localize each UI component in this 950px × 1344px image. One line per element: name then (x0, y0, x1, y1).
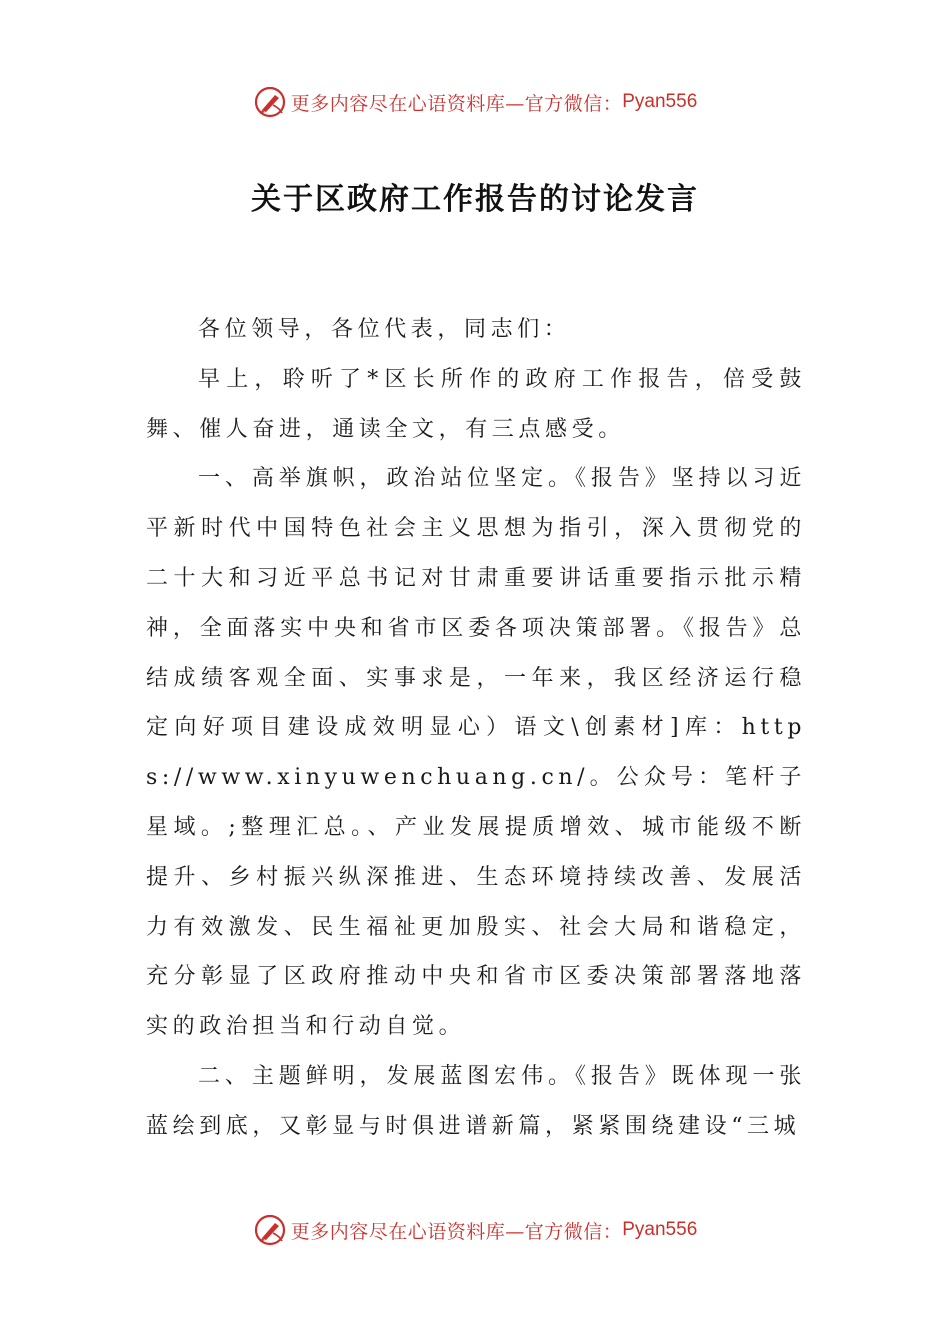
paragraph-point-two: 二、主题鲜明，发展蓝图宏伟。《报告》既体现一张蓝绘到底，又彰显与时俱进谱新篇，紧紧围绕建设“三城 (146, 1063, 806, 1139)
banner-text: 更多内容尽在心语资料库—官方微信： (290, 92, 623, 115)
banner-wechat-id: Pyan556 (622, 1219, 698, 1240)
banner-text: 更多内容尽在心语资料库—官方微信： (290, 1220, 623, 1243)
document-title: 关于区政府工作报告的讨论发言 (251, 182, 699, 217)
paragraph-point-one: 一、高举旗帜，政治站位坚定。《报告》坚持以习近平新时代中国特色社会主义思想为指引，深入贯彻党的二十大和习近平总书记对甘肃重要讲话重要指示批示精神，全面落实中央和省市区委各项决策部署。《报告》总结成绩客观全面、实事求是，一年来，我区经济运行稳定向好项目建设成效明显心）语文\创素材]库：https://www.xinyuwenchuang.cn/。公众号：笔杆子星域。;整理汇总。、产业发展提质增效、城市能级不断提升、乡村振兴纵深推进、生态环境持续改善、发展活力有效激发、民生福祉更加殷实、社会大局和谐稳定，充分彰显了区政府推动中央和省市区委决策部署落地落实的政治担当和行动自觉。 (146, 466, 806, 1040)
pen-logo-icon (253, 85, 287, 119)
paragraph-greeting: 各位领导，各位代表，同志们： (198, 317, 571, 342)
footer-banner (0, 1210, 950, 1250)
document-body (146, 305, 806, 1152)
paragraph-intro: 早上，聆听了*区长所作的政府工作报告，倍受鼓舞、催人奋进，通读全文，有三点感受。 (146, 366, 806, 442)
pen-logo-icon (253, 1213, 287, 1247)
banner-wechat-id: Pyan556 (622, 91, 698, 112)
header-banner (0, 82, 950, 122)
